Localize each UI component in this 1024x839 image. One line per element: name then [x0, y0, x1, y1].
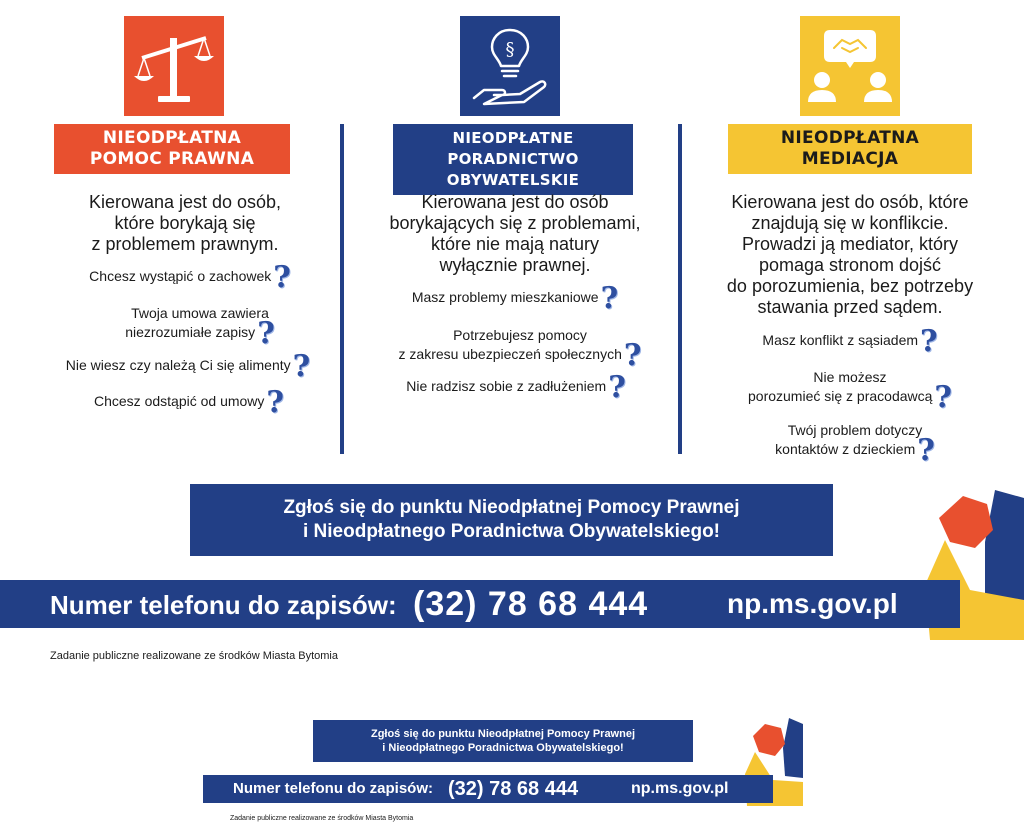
question-item: Nie możesz porozumieć się z pracodawcą? — [748, 369, 952, 415]
mini-phone-bar — [203, 775, 773, 803]
footer-note: Zadanie publiczne realizowane ze środków Miasta Bytomia — [50, 650, 338, 662]
question-mark-icon: ? — [608, 370, 626, 405]
question-item: Nie wiesz czy należą Ci się alimenty? — [65, 349, 311, 384]
description-civic-advice: Kierowana jest do osób borykających się z problemami, które nie mają natury wyłącznie prawnej. — [389, 192, 641, 275]
column-mediation — [690, 0, 1010, 470]
question-item: Twój problem dotyczy kontaktów z dzieckiem? — [775, 422, 935, 468]
title-civic-advice: NIEODPŁATNE PORADNICTWO OBYWATELSKIE — [393, 124, 633, 195]
description-mediation: Kierowana jest do osób, które znajdują się w konflikcie. Prowadzi ją mediator, który pomaga stronom dojść do porozumienia, bez potrzeby stawania przed sądem. — [726, 192, 974, 317]
question-mark-icon: ? — [257, 316, 275, 351]
description-legal-aid: Kierowana jest do osób, które borykają się z problemem prawnym. — [88, 192, 282, 254]
call-to-action-banner: Zgłoś się do punktu Nieodpłatnej Pomocy Prawnej i Nieodpłatnego Poradnictwa Obywatelskiego! — [190, 484, 833, 556]
title-legal-aid: NIEODPŁATNA POMOC PRAWNA — [54, 124, 290, 174]
mediation-icon — [800, 16, 900, 116]
mini-footer-note: Zadanie publiczne realizowane ze środków Miasta Bytomia — [230, 815, 414, 822]
phone-number[interactable]: (32) 78 68 444 — [413, 585, 649, 623]
mini-phone-number[interactable]: (32) 78 68 444 — [448, 778, 579, 800]
mini-call-to-action-banner: Zgłoś się do punktu Nieodpłatnej Pomocy Prawnej i Nieodpłatnego Poradnictwa Obywatelskiego! — [313, 720, 693, 762]
question-mark-icon: ? — [600, 281, 619, 316]
question-mark-icon: ? — [917, 433, 935, 468]
question-item: Twoja umowa zawiera niezrozumiałe zapisy? — [125, 305, 275, 351]
column-legal-aid — [40, 0, 330, 470]
scales-icon — [124, 16, 224, 116]
question-mark-icon: ? — [623, 338, 642, 373]
question-mark-icon: ? — [266, 385, 284, 420]
title-mediation: NIEODPŁATNA MEDIACJA — [728, 124, 972, 174]
question-mark-icon: ? — [934, 380, 952, 415]
website-link[interactable]: np.ms.gov.pl — [727, 588, 898, 619]
column-divider — [340, 124, 344, 454]
question-item: Masz konflikt z sąsiadem? — [762, 324, 938, 359]
question-item: Chcesz odstąpić od umowy? — [94, 385, 284, 420]
question-item: Nie radzisz sobie z zadłużeniem? — [406, 370, 626, 405]
phone-bar — [0, 580, 960, 628]
question-item: Potrzebujesz pomocy z zakresu ubezpieczeń społecznych? — [398, 327, 642, 373]
column-civic-advice — [355, 0, 675, 470]
question-mark-icon: ? — [273, 260, 291, 295]
question-mark-icon: ? — [292, 349, 311, 384]
mini-phone-label: Numer telefonu do zapisów: — [233, 780, 434, 797]
question-mark-icon: ? — [920, 324, 938, 359]
svg-text:§: § — [505, 39, 515, 60]
question-item: Masz problemy mieszkaniowe? — [411, 281, 619, 316]
mini-website-link[interactable]: np.ms.gov.pl — [631, 780, 729, 797]
lightbulb-hand-icon — [460, 16, 560, 116]
phone-label: Numer telefonu do zapisów: — [50, 590, 397, 620]
question-item: Chcesz wystąpić o zachowek? — [89, 260, 291, 295]
column-divider — [678, 124, 682, 454]
